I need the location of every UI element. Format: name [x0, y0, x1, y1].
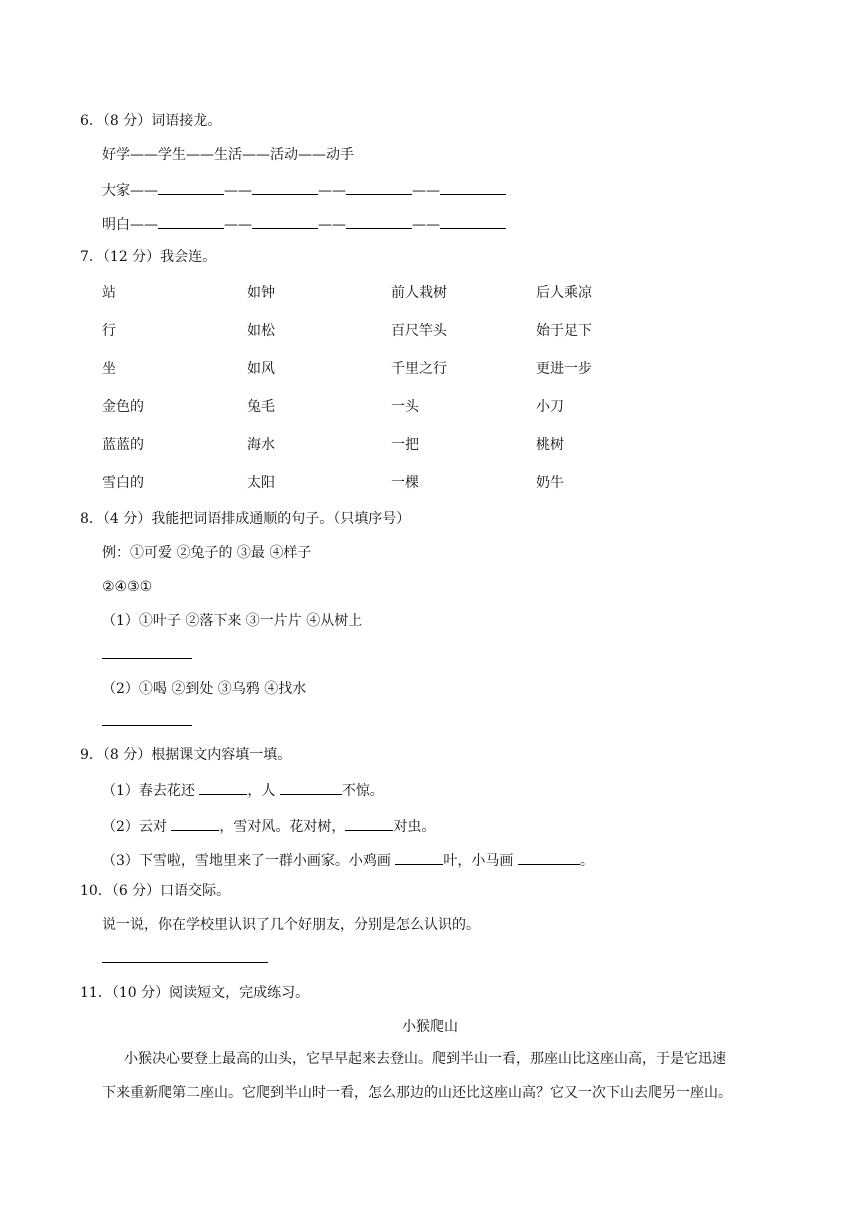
q8-example: 例：①可爱 ②兔子的 ③最 ④样子	[102, 545, 312, 561]
answer-blank[interactable]	[346, 214, 412, 229]
answer-blank[interactable]	[440, 180, 506, 195]
match-word[interactable]: 兔毛	[247, 399, 275, 415]
answer-blank[interactable]	[252, 214, 318, 229]
answer-line[interactable]	[102, 658, 192, 659]
answer-blank[interactable]	[199, 780, 247, 795]
match-word[interactable]: 如风	[247, 361, 275, 377]
match-word[interactable]: 前人栽树	[391, 285, 447, 301]
answer-blank[interactable]	[158, 180, 224, 195]
match-word[interactable]: 行	[102, 323, 116, 339]
match-word[interactable]: 站	[102, 285, 116, 301]
q10-prompt: 说一说，你在学校里认识了几个好朋友，分别是怎么认识的。	[102, 917, 480, 933]
answer-blank[interactable]	[171, 816, 219, 831]
q8-example-answer: ②④③①	[102, 579, 153, 595]
q8-item-1: （1）①叶子 ②落下来 ③一片片 ④从树上	[102, 613, 363, 629]
answer-blank[interactable]	[158, 214, 224, 229]
match-word[interactable]: 百尺竿头	[391, 323, 447, 339]
match-word[interactable]: 金色的	[102, 399, 144, 415]
q6-row-1: 大家—— —— —— ——	[102, 180, 506, 200]
q11-heading: 11．（10 分）阅读短文，完成练习。	[80, 985, 310, 1001]
match-word[interactable]: 奶牛	[536, 475, 564, 491]
q7-heading: 7．（12 分）我会连。	[80, 249, 217, 265]
q6-row-2: 明白—— —— —— ——	[102, 214, 506, 234]
match-word[interactable]: 更进一步	[536, 361, 592, 377]
q10-heading: 10．（6 分）口语交际。	[80, 883, 231, 899]
q8-item-2: （2）①喝 ②到处 ③乌鸦 ④找水	[102, 681, 307, 697]
match-word[interactable]: 太阳	[247, 475, 275, 491]
match-word[interactable]: 雪白的	[102, 475, 144, 491]
match-word[interactable]: 如松	[247, 323, 275, 339]
q6-heading: 6．（8 分）词语接龙。	[80, 113, 222, 129]
answer-blank[interactable]	[346, 180, 412, 195]
match-word[interactable]: 一把	[391, 437, 419, 453]
passage-line-1: 小猴决心要登上最高的山头，它早早起来去登山。爬到半山一看，那座山比这座山高，于是它迅速	[124, 1051, 726, 1067]
passage-line-2: 下来重新爬第二座山。它爬到半山时一看，怎么那边的山还比这座山高？它又一次下山去爬另一座山。	[102, 1085, 732, 1101]
passage-title: 小猴爬山	[402, 1019, 458, 1035]
match-word[interactable]: 小刀	[536, 399, 564, 415]
answer-blank[interactable]	[345, 816, 393, 831]
answer-blank[interactable]	[252, 180, 318, 195]
q9-heading: 9．（8 分）根据课文内容填一填。	[80, 747, 292, 763]
match-word[interactable]: 海水	[247, 437, 275, 453]
answer-blank[interactable]	[280, 780, 342, 795]
answer-blank[interactable]	[518, 850, 580, 865]
answer-blank[interactable]	[440, 214, 506, 229]
match-word[interactable]: 一棵	[391, 475, 419, 491]
q8-heading: 8．（4 分）我能把词语排成通顺的句子。（只填序号）	[80, 511, 411, 527]
match-word[interactable]: 一头	[391, 399, 419, 415]
answer-blank[interactable]	[395, 850, 443, 865]
q9-item-2: （2）云对 ，雪对风。花对树， 对虫。	[102, 816, 435, 836]
match-word[interactable]: 蓝蓝的	[102, 437, 144, 453]
match-word[interactable]: 千里之行	[391, 361, 447, 377]
q9-item-1: （1）春去花还 ，人 不惊。	[102, 780, 384, 800]
match-word[interactable]: 桃树	[536, 437, 564, 453]
q6-example: 好学——学生——生活——活动——动手	[102, 147, 354, 163]
q9-item-3: （3）下雪啦，雪地里来了一群小画家。小鸡画 叶，小马画 。	[102, 850, 594, 870]
answer-line[interactable]	[102, 962, 268, 963]
match-word[interactable]: 坐	[102, 361, 116, 377]
answer-line[interactable]	[102, 725, 192, 726]
match-word[interactable]: 始于足下	[536, 323, 592, 339]
match-word[interactable]: 后人乘凉	[536, 285, 592, 301]
match-word[interactable]: 如钟	[247, 285, 275, 301]
